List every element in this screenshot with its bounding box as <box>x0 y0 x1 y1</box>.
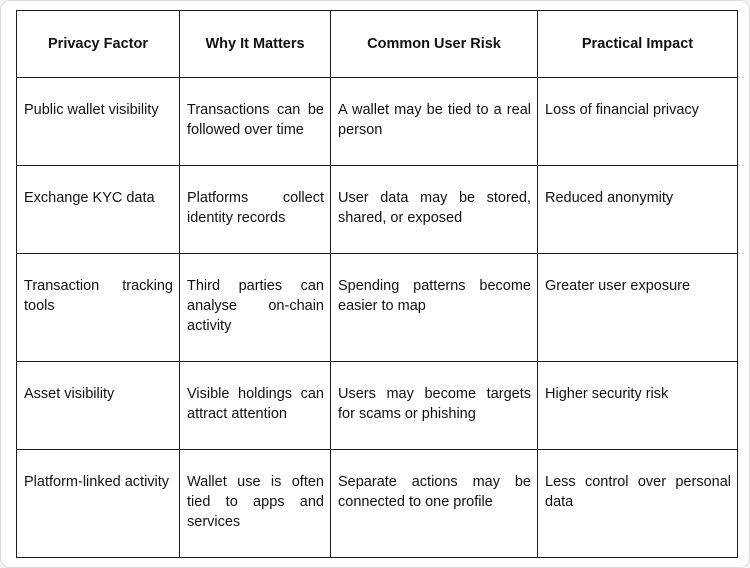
header-privacy-factor: Privacy Factor <box>17 11 180 78</box>
table-cell: Users may become targets for scams or phishing <box>331 362 538 450</box>
table-cell: Higher security risk <box>538 362 738 450</box>
table-cell: Less control over personal data <box>538 450 738 558</box>
table-cell: Transactions can be followed over time <box>180 78 331 166</box>
table-cell: A wallet may be tied to a real person <box>331 78 538 166</box>
table-row <box>17 362 738 450</box>
table-cell: Platform-linked activity <box>17 450 180 558</box>
table-cell: Third parties can analyse on-chain activity <box>180 254 331 362</box>
header-common-user-risk: Common User Risk <box>331 11 538 78</box>
table-row <box>17 450 738 558</box>
table-row <box>17 78 738 166</box>
table-cell: Platforms collect identity records <box>180 166 331 254</box>
table-cell: User data may be stored, shared, or exposed <box>331 166 538 254</box>
header-why-it-matters: Why It Matters <box>180 11 331 78</box>
table-row <box>17 166 738 254</box>
table-cell: Separate actions may be connected to one profile <box>331 450 538 558</box>
table-cell: Public wallet visibility <box>17 78 180 166</box>
table-cell: Visible holdings can attract attention <box>180 362 331 450</box>
table-cell: Asset visibility <box>17 362 180 450</box>
table-cell: Exchange KYC data <box>17 166 180 254</box>
table-cell: Greater user exposure <box>538 254 738 362</box>
table-cell: Reduced anonymity <box>538 166 738 254</box>
table-cell: Wallet use is often tied to apps and services <box>180 450 331 558</box>
table-cell: Loss of financial privacy <box>538 78 738 166</box>
table-header-row <box>17 11 738 78</box>
table-cell: Transaction tracking tools <box>17 254 180 362</box>
header-practical-impact: Practical Impact <box>538 11 738 78</box>
table-cell: Spending patterns become easier to map <box>331 254 538 362</box>
table-row <box>17 254 738 362</box>
privacy-table <box>16 10 738 558</box>
